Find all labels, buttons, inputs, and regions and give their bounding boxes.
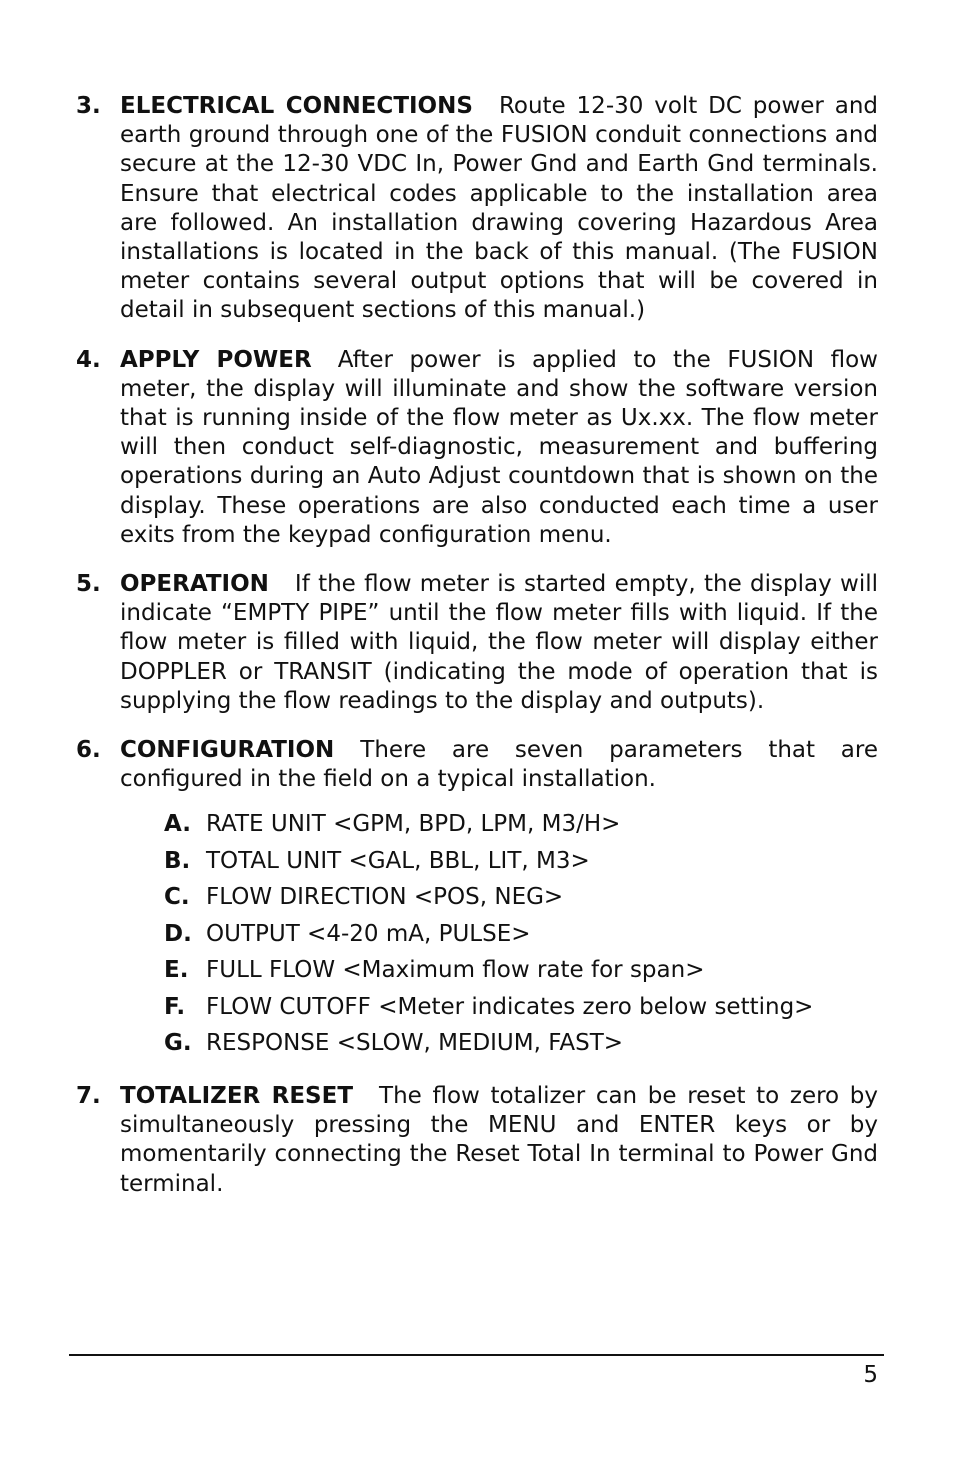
step-title: TOTALIZER RESET <box>120 1082 354 1109</box>
step-body: The flow totalizer can be reset to zero by simultaneously pressing the MENU and ENTER keys or by momentarily connecting the Reset Total In terminal to Power Gnd terminal. <box>120 1082 878 1197</box>
parameter-text: FLOW CUTOFF <Meter indicates zero below setting> <box>206 993 814 1020</box>
parameter-item <box>164 806 878 843</box>
step-totalizer-reset <box>76 1082 878 1199</box>
step-number: 5. <box>76 571 101 598</box>
configuration-parameter-list <box>76 806 878 1062</box>
parameter-letter: E. <box>164 957 189 984</box>
step-body: After power is applied to the FUSION flow meter, the display will illuminate and show the software version that is running inside of the flow meter as Ux.xx. The flow meter will then conduct self-diagnostic, measurement and buffering operations during an Auto Adjust countdown that is shown on the display. These operations are also conducted each time a user exits from the keypad configuration menu. <box>120 346 878 548</box>
parameter-text: TOTAL UNIT <GAL, BBL, LIT, M3> <box>206 847 590 874</box>
step-number: 4. <box>76 346 101 373</box>
parameter-text: FLOW DIRECTION <POS, NEG> <box>206 884 564 911</box>
step-body: There are seven parameters that are configured in the field on a typical installation. <box>120 737 878 793</box>
page-number: 5 <box>863 1362 878 1388</box>
step-title: CONFIGURATION <box>120 737 335 764</box>
parameter-item <box>164 843 878 880</box>
parameter-item <box>164 879 878 916</box>
parameter-letter: G. <box>164 1030 192 1057</box>
step-number: 7. <box>76 1082 101 1109</box>
step-operation <box>76 570 878 716</box>
parameter-item <box>164 952 878 989</box>
parameter-letter: B. <box>164 847 191 874</box>
step-title: APPLY POWER <box>120 346 312 373</box>
footer-divider <box>69 1354 884 1356</box>
parameter-letter: C. <box>164 884 190 911</box>
step-apply-power <box>76 346 878 550</box>
parameter-text: OUTPUT <4-20 mA, PULSE> <box>206 920 531 947</box>
parameter-item <box>164 989 878 1026</box>
parameter-item <box>164 916 878 953</box>
step-body: If the flow meter is started empty, the display will indicate “EMPTY PIPE” until the flow meter fills with liquid. If the flow meter is filled with liquid, the flow meter will display either DOPPLER or TRANSIT (indicating the mode of operation that is supplying the flow readings to the display and outputs). <box>120 571 878 714</box>
step-number: 3. <box>76 93 101 119</box>
parameter-letter: A. <box>164 811 191 838</box>
step-body: Route 12-30 volt DC power and earth ground through one of the FUSION conduit connections and secure at the 12-30 VDC In, Power Gnd and Earth Gnd terminals. Ensure that electrical codes applicable to the installation area are followed. An installation drawing covering Hazardous Area installations is located in the back of this manual. (The FUSION meter contains several output options that will be covered in detail in subsequent sections of this manual.) <box>120 93 878 324</box>
parameter-text: RESPONSE <SLOW, MEDIUM, FAST> <box>206 1030 624 1057</box>
step-electrical-connections <box>76 92 878 326</box>
parameter-letter: D. <box>164 920 192 947</box>
step-number: 6. <box>76 737 101 764</box>
parameter-letter: F. <box>164 993 186 1020</box>
parameter-text: RATE UNIT <GPM, BPD, LPM, M3/H> <box>206 811 621 838</box>
parameter-item <box>164 1025 878 1062</box>
step-title: ELECTRICAL CONNECTIONS <box>120 93 473 119</box>
step-configuration <box>76 736 878 794</box>
manual-page-content <box>76 92 878 1219</box>
step-title: OPERATION <box>120 571 269 598</box>
parameter-text: FULL FLOW <Maximum flow rate for span> <box>206 957 705 984</box>
